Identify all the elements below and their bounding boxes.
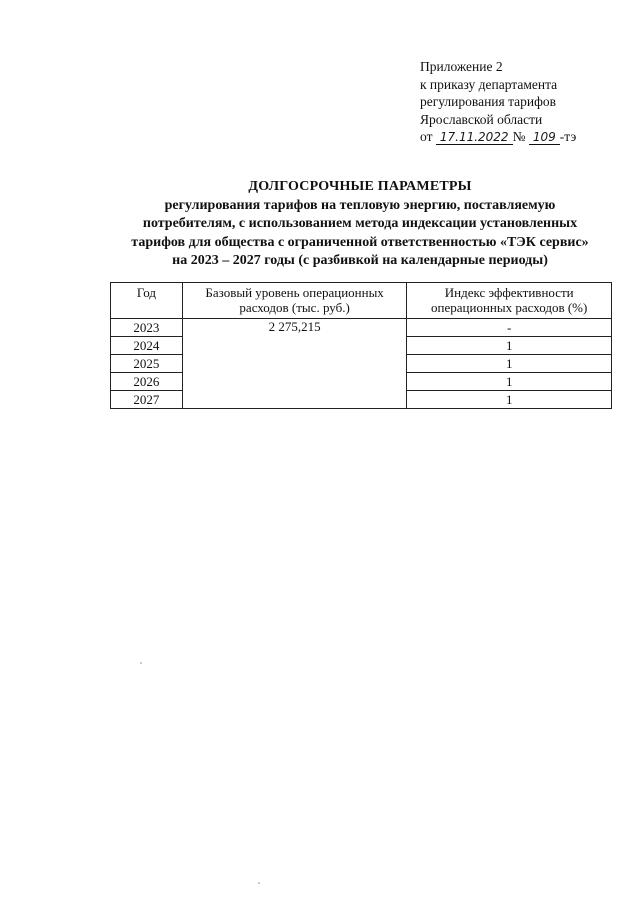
scan-speck	[140, 662, 142, 664]
index-cell: 1	[407, 373, 612, 391]
scan-speck	[258, 882, 260, 884]
appendix-line: регулирования тарифов	[420, 94, 557, 109]
appendix-line: к приказу департамента	[420, 76, 558, 92]
appendix-line: Ярославской области	[420, 111, 543, 127]
title-line: регулирования тарифов на тепловую энергию, поставляемую	[164, 197, 556, 213]
title-line: тарифов для общества с ограниченной ответственностью «ТЭК сервис»	[131, 234, 589, 250]
table-header-row	[111, 283, 612, 319]
index-cell: 1	[407, 355, 612, 373]
order-line	[420, 128, 630, 146]
order-number-sign: №	[512, 129, 526, 144]
appendix-line: Приложение 2	[420, 59, 503, 74]
appendix-block	[420, 58, 630, 146]
header-base-level: Базовый уровень операционных расходов (тыс. руб.)	[182, 283, 407, 319]
order-date: 17.11.2022	[436, 130, 513, 145]
order-number: 109	[529, 130, 560, 145]
year-cell: 2027	[111, 391, 183, 409]
base-level-cell: 2 275,215	[182, 319, 407, 409]
title-line: потребителям, с использованием метода индексации установленных	[142, 216, 578, 231]
document-title	[100, 178, 620, 271]
table-row	[111, 319, 612, 337]
index-cell: 1	[407, 391, 612, 409]
year-cell: 2023	[111, 319, 183, 337]
order-prefix: от	[420, 129, 433, 144]
parameters-table	[110, 282, 612, 409]
index-cell: -	[407, 319, 612, 337]
title-line: на 2023 – 2027 годы (с разбивкой на календарные периоды)	[172, 253, 548, 268]
index-cell: 1	[407, 337, 612, 355]
year-cell: 2025	[111, 355, 183, 373]
title-main: ДОЛГОСРОЧНЫЕ ПАРАМЕТРЫ	[248, 179, 472, 194]
order-suffix: -тэ	[559, 129, 577, 144]
header-year: Год	[111, 283, 183, 319]
year-cell: 2026	[111, 373, 183, 391]
year-cell: 2024	[111, 337, 183, 355]
header-efficiency-index: Индекс эффективности операционных расходов (%)	[407, 283, 612, 319]
